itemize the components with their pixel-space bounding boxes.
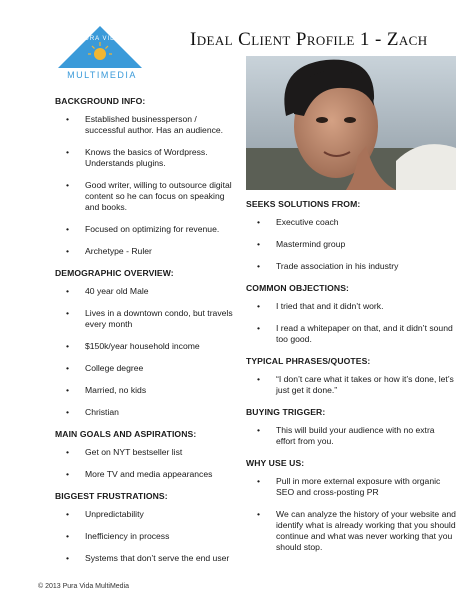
- list-item-text: Inefficiency in process: [85, 531, 170, 541]
- right-column: [246, 199, 456, 564]
- list-item: [246, 509, 456, 553]
- list-item-text: Married, no kids: [85, 385, 147, 395]
- section-heading: BUYING TRIGGER:: [246, 407, 326, 417]
- list-item: [55, 509, 235, 520]
- bullet-icon: •: [66, 385, 70, 395]
- section-common-objections: [246, 283, 456, 345]
- list-item: [246, 374, 456, 396]
- bullet-icon: •: [66, 407, 70, 417]
- bullet-icon: •: [257, 425, 261, 435]
- list-item-text: More TV and media appearances: [85, 469, 213, 479]
- list-item-text: “I don’t care what it takes or how it’s done, let’s just get it done.”: [276, 374, 454, 395]
- list-item: [55, 531, 235, 542]
- list-item-text: Pull in more external exposure with organic SEO and cross-posting PR: [276, 476, 441, 497]
- list-item-text: Good writer, willing to outsource digital content so he can focus on speaking and books.: [85, 180, 232, 212]
- logo: [52, 22, 148, 82]
- bullet-icon: •: [66, 246, 70, 256]
- list-item: [55, 114, 235, 136]
- logo-text: MULTIMEDIA: [67, 70, 137, 80]
- bullet-icon: •: [257, 476, 261, 486]
- section-heading: MAIN GOALS AND ASPIRATIONS:: [55, 429, 197, 439]
- list-item: [246, 217, 456, 228]
- list-item: [55, 553, 235, 564]
- section-why-use-us: [246, 458, 456, 553]
- section-typical-phrases: [246, 356, 456, 396]
- bullet-icon: •: [66, 553, 70, 563]
- bullet-icon: •: [66, 286, 70, 296]
- section-heading: COMMON OBJECTIONS:: [246, 283, 350, 293]
- bullet-icon: •: [257, 239, 261, 249]
- list-item-text: I tried that and it didn’t work.: [276, 301, 384, 311]
- list-item-text: Systems that don’t serve the end user: [85, 553, 230, 563]
- bullet-icon: •: [257, 509, 261, 519]
- section-heading: BIGGEST FRUSTRATIONS:: [55, 491, 168, 501]
- section-heading: BACKGROUND INFO:: [55, 96, 146, 106]
- list-item-text: This will build your audience with no extra effort from you.: [276, 425, 435, 446]
- section-biggest-frustrations: [55, 491, 235, 564]
- list-item-text: Trade association in his industry: [276, 261, 399, 271]
- section-demographic-overview: [55, 268, 235, 418]
- list-item-text: I read a whitepaper on that, and it didn’t sound too good.: [276, 323, 453, 344]
- list-item-text: We can analyze the history of your website and identify what is already working that you should continue and what was never working that you should stop.: [276, 509, 456, 552]
- section-buying-trigger: [246, 407, 456, 447]
- list-item-text: Focused on optimizing for revenue.: [85, 224, 220, 234]
- list-item-text: Established businessperson / successful author. Has an audience.: [85, 114, 224, 135]
- bullet-icon: •: [257, 217, 261, 227]
- section-seeks-solutions: [246, 199, 456, 272]
- section-heading: WHY USE US:: [246, 458, 305, 468]
- list-item: [55, 246, 235, 257]
- bullet-icon: •: [66, 447, 70, 457]
- bullet-icon: •: [66, 341, 70, 351]
- section-main-goals: [55, 429, 235, 480]
- pura-vida-logo-icon: [52, 22, 148, 70]
- bullet-icon: •: [66, 114, 70, 124]
- list-item: [55, 180, 235, 213]
- bullet-icon: •: [66, 531, 70, 541]
- page-title: Ideal Client Profile 1 - Zach: [190, 29, 428, 50]
- bullet-icon: •: [257, 301, 261, 311]
- portrait-photo-icon: [246, 56, 456, 190]
- section-heading: DEMOGRAPHIC OVERVIEW:: [55, 268, 174, 278]
- bullet-icon: •: [66, 363, 70, 373]
- section-heading: SEEKS SOLUTIONS FROM:: [246, 199, 361, 209]
- list-item: [246, 239, 456, 250]
- bullet-icon: •: [66, 469, 70, 479]
- list-item-text: Lives in a downtown condo, but travels every month: [85, 308, 233, 329]
- list-item: [55, 308, 235, 330]
- list-item: [55, 341, 235, 352]
- left-column: [55, 96, 235, 575]
- list-item-text: 40 year old Male: [85, 286, 149, 296]
- list-item: [55, 147, 235, 169]
- bullet-icon: •: [257, 261, 261, 271]
- client-photo: [246, 56, 456, 190]
- list-item: [55, 407, 235, 418]
- list-item-text: Christian: [85, 407, 119, 417]
- list-item: [246, 425, 456, 447]
- bullet-icon: •: [66, 180, 70, 190]
- section-heading: TYPICAL PHRASES/QUOTES:: [246, 356, 371, 366]
- list-item: [246, 261, 456, 272]
- list-item-text: Archetype - Ruler: [85, 246, 152, 256]
- bullet-icon: •: [257, 323, 261, 333]
- bullet-icon: •: [66, 147, 70, 157]
- list-item: [55, 363, 235, 374]
- bullet-icon: •: [66, 509, 70, 519]
- bullet-icon: •: [66, 224, 70, 234]
- list-item-text: Get on NYT bestseller list: [85, 447, 183, 457]
- list-item: [55, 385, 235, 396]
- section-background-info: [55, 96, 235, 257]
- list-item-text: Knows the basics of Wordpress. Understands plugins.: [85, 147, 208, 168]
- list-item: [246, 301, 456, 312]
- list-item: [246, 476, 456, 498]
- list-item-text: Executive coach: [276, 217, 339, 227]
- list-item-text: Mastermind group: [276, 239, 346, 249]
- list-item: [246, 323, 456, 345]
- list-item: [55, 447, 235, 458]
- list-item-text: Unpredictability: [85, 509, 144, 519]
- list-item: [55, 286, 235, 297]
- bullet-icon: •: [66, 308, 70, 318]
- list-item-text: College degree: [85, 363, 144, 373]
- copyright-footer: © 2013 Pura Vida MultiMedia: [38, 583, 130, 590]
- list-item: [55, 224, 235, 235]
- list-item: [55, 469, 235, 480]
- logo-mark-text: PURA VIDA: [79, 36, 121, 42]
- bullet-icon: •: [257, 374, 261, 384]
- list-item-text: $150k/year household income: [85, 341, 200, 351]
